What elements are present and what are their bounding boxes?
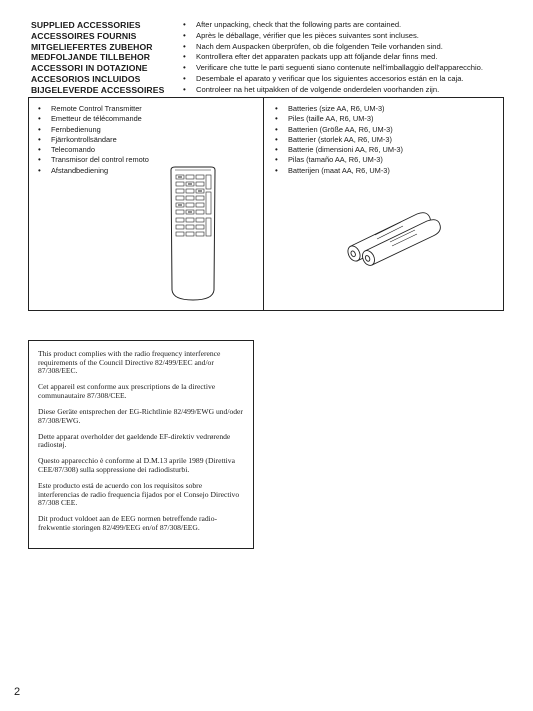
list-item: • Piles (taille AA, R6, UM-3) bbox=[275, 114, 374, 124]
instruction-item: • Verificare che tutte le parti seguenti siano contenute nell'imballaggio dell'apparecchio. bbox=[183, 63, 484, 73]
notice-paragraph: Dette apparat overholder det gaeldende EF-direktiv vedrørende radiostøj. bbox=[38, 431, 231, 450]
list-item: • Afstandbediening bbox=[38, 165, 109, 175]
notice-paragraph: Cet appareil est conforme aux prescriptions de la directive communautaire 87/308/CEE. bbox=[38, 382, 216, 400]
bullet: • bbox=[183, 84, 186, 94]
notice-paragraph: Este producto está de acuerdo con los requisitos sobre interferencias de radio frequencia fijados por el Consejo Directivo 87/308 CEE. bbox=[38, 481, 240, 508]
rfi-compliance-notice bbox=[28, 340, 254, 549]
bullet: • bbox=[183, 30, 186, 40]
section-title: ACCESORIOS INCLUIDOS bbox=[31, 73, 141, 84]
section-title: MEDFOLJANDE TILLBEHOR bbox=[31, 52, 151, 63]
bullet: • bbox=[183, 52, 186, 62]
list-item: • Transmisor del control remoto bbox=[38, 155, 149, 165]
remote-control-list bbox=[38, 104, 149, 176]
bullet: • bbox=[183, 20, 186, 29]
bullet: • bbox=[183, 73, 186, 83]
list-item: • Emetteur de télécommande bbox=[38, 114, 142, 124]
list-item: • Batterie (dimensioni AA, R6, UM-3) bbox=[275, 145, 404, 155]
battery-list bbox=[275, 104, 403, 176]
bullet: • bbox=[183, 63, 186, 73]
bullet: • bbox=[183, 41, 186, 51]
instruction-item: • Nach dem Auspacken überprüfen, ob die folgenden Teile vorhanden sind. bbox=[183, 41, 443, 51]
remote-control-icon bbox=[168, 166, 218, 302]
list-item: • Telecomando bbox=[38, 145, 95, 155]
list-item: • Batterijen (maat AA, R6, UM-3) bbox=[275, 165, 390, 175]
instruction-item: • Desembale el aparato y verificar que los siguientes accesorios están en la caja. bbox=[183, 73, 464, 83]
section-title: ACCESSOIRES FOURNIS bbox=[31, 30, 137, 41]
unpacking-instructions bbox=[183, 20, 513, 96]
list-item: • Batterier (storlek AA, R6, UM-3) bbox=[275, 134, 392, 144]
instruction-item: • Kontrollera efter det apparaten packats upp att följande delar finns med. bbox=[183, 52, 438, 62]
notice-paragraph: This product complies with the radio frequency interference requirements of the Council Directive 82/499/EEC and/or 87/308/EEC. bbox=[38, 349, 221, 376]
notice-paragraph: Dit product voldoet aan de EEG normen betreffende radio-frekwentie storingen 82/499/EEG en/of 87/308/EEG. bbox=[38, 514, 218, 532]
section-title: BIJGELEVERDE ACCESSOIRES bbox=[31, 84, 165, 95]
section-title: ACCESSORI IN DOTAZIONE bbox=[31, 63, 148, 74]
list-item: • Batterien (Größe AA, R6, UM-3) bbox=[275, 124, 393, 134]
list-item: • Remote Control Transmitter bbox=[38, 104, 142, 113]
section-titles bbox=[31, 20, 181, 96]
section-title: MITGELIEFERTES ZUBEHOR bbox=[31, 41, 153, 52]
list-item: • Fjärrkontrollsändare bbox=[38, 134, 117, 144]
instruction-item: • After unpacking, check that the following parts are contained. bbox=[183, 20, 402, 29]
panel-divider bbox=[263, 98, 264, 310]
instruction-item: • Après le déballage, vérifier que les pièces suivantes sont incluses. bbox=[183, 30, 419, 40]
aa-batteries-icon bbox=[335, 208, 445, 266]
section-title: SUPPLIED ACCESSORIES bbox=[31, 20, 141, 30]
page-number: 2 bbox=[14, 686, 21, 698]
notice-paragraph: Diese Geräte entsprechen der EG-Richtlinie 82/499/EWG und/oder 87/308/EWG. bbox=[38, 406, 243, 425]
list-item: • Batteries (size AA, R6, UM-3) bbox=[275, 104, 385, 113]
list-item: • Pilas (tamaño AA, R6, UM-3) bbox=[275, 155, 383, 165]
instruction-item: • Controleer na het uitpakken of de volgende onderdelen voorhanden zijn. bbox=[183, 84, 440, 94]
notice-paragraph: Questo apparecchio è conforme al D.M.13 aprile 1989 (Direttiva CEE/87/308) sulla soppressione dei radiodisturbi. bbox=[38, 456, 235, 474]
list-item: • Fernbedienung bbox=[38, 124, 101, 134]
accessories-panel bbox=[28, 97, 504, 311]
